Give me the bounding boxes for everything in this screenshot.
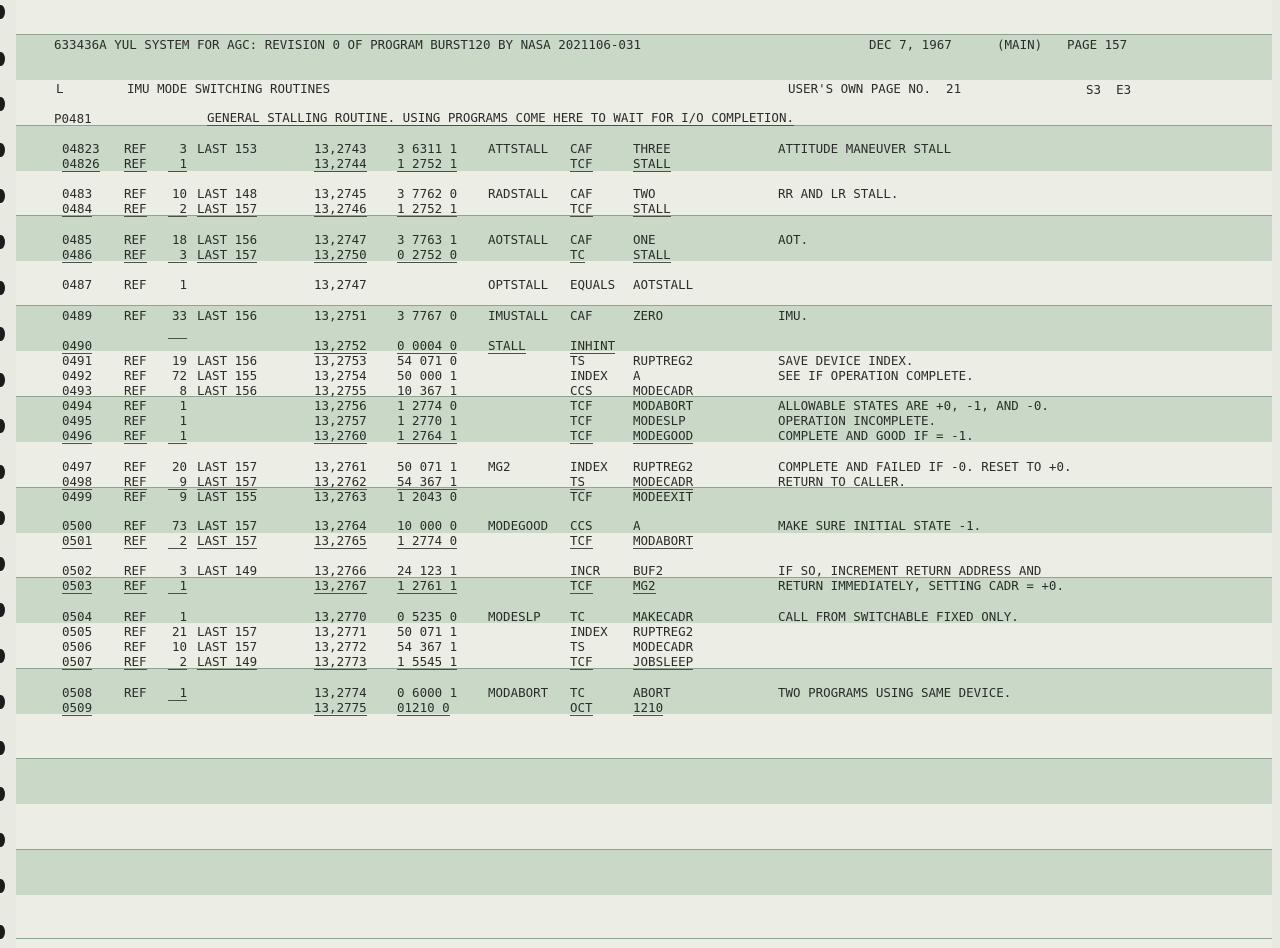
feed-hole — [0, 419, 5, 433]
ref-marker: REF — [124, 639, 147, 654]
ref-marker: REF — [124, 353, 147, 368]
feed-hole — [0, 603, 5, 617]
line-number: 0485 — [62, 232, 93, 247]
octal-code: 3 6311 1 — [397, 141, 458, 156]
ref-count: 1 — [179, 609, 187, 624]
ref-count: 1 — [168, 578, 187, 594]
line-number: 0496 — [62, 428, 93, 443]
subheader-code: S3 E3 — [1086, 82, 1132, 97]
address: 13,2761 — [314, 459, 367, 474]
last-page: LAST 157 — [197, 624, 258, 639]
ref-marker: REF — [124, 383, 147, 398]
octal-code: 0 0004 0 — [397, 338, 458, 353]
ref-count: 19 — [171, 353, 187, 368]
octal-code: 3 7762 0 — [397, 186, 458, 201]
operand: A — [633, 368, 641, 383]
address: 13,2775 — [314, 700, 367, 715]
line-number: 04823 — [62, 141, 100, 156]
line-number: 0499 — [62, 489, 93, 504]
operand: ABORT — [633, 685, 671, 700]
operand: STALL — [633, 247, 671, 262]
symbol-label: MG2 — [488, 459, 511, 474]
header-date: DEC 7, 1967 — [869, 37, 952, 52]
line-number: 0501 — [62, 533, 93, 548]
symbol-label: MODABORT — [488, 685, 549, 700]
ref-marker: REF — [124, 459, 147, 474]
symbol-label: AOTSTALL — [488, 232, 549, 247]
greenbar-rule — [16, 938, 1272, 939]
opcode: INDEX — [570, 624, 608, 639]
line-number: 0505 — [62, 624, 93, 639]
opcode: TCF — [570, 398, 593, 413]
feed-hole — [0, 5, 5, 19]
ref-count: 1 — [179, 277, 187, 292]
ref-count: 2 — [168, 533, 187, 549]
symbol-label: MODESLP — [488, 609, 541, 624]
opcode: TC — [570, 247, 586, 262]
line-number: 0507 — [62, 654, 93, 669]
last-page: LAST 157 — [197, 639, 258, 654]
address: 13,2744 — [314, 156, 367, 171]
comment: SEE IF OPERATION COMPLETE. — [778, 368, 974, 383]
feed-hole — [0, 649, 5, 663]
address: 13,2753 — [314, 353, 367, 368]
symbol-label: STALL — [488, 338, 526, 353]
ref-marker: REF — [124, 277, 147, 292]
operand: MODESLP — [633, 413, 686, 428]
operand: MODECADR — [633, 639, 694, 654]
line-number: 0498 — [62, 474, 93, 489]
subheader-letter: L — [56, 81, 64, 96]
ref-marker: REF — [124, 533, 147, 548]
opcode: TC — [570, 685, 586, 700]
ref-count: 2 — [168, 654, 187, 670]
ref-marker: REF — [124, 247, 147, 262]
address: 13,2764 — [314, 518, 367, 533]
ref-count: 73 — [171, 518, 187, 533]
ref-count: 20 — [171, 459, 187, 474]
ref-count: 1 — [168, 428, 187, 444]
last-page: LAST 156 — [197, 353, 258, 368]
feed-hole — [0, 465, 5, 479]
address: 13,2746 — [314, 201, 367, 216]
last-page: LAST 153 — [197, 141, 258, 156]
operand: A — [633, 518, 641, 533]
symbol-label: IMUSTALL — [488, 308, 549, 323]
address: 13,2747 — [314, 232, 367, 247]
operand: MODEGOOD — [633, 428, 694, 443]
line-number: 0484 — [62, 201, 93, 216]
octal-code: 50 000 1 — [397, 368, 458, 383]
opcode: TS — [570, 353, 586, 368]
octal-code: 0 5235 0 — [397, 609, 458, 624]
octal-code: 1 2752 1 — [397, 201, 458, 216]
address: 13,2763 — [314, 489, 367, 504]
last-page: LAST 156 — [197, 383, 258, 398]
operand: MODECADR — [633, 383, 694, 398]
ref-count: 9 — [179, 489, 187, 504]
octal-code: 54 071 0 — [397, 353, 458, 368]
line-number: 0493 — [62, 383, 93, 398]
ref-count: 3 — [179, 141, 187, 156]
opcode: TCF — [570, 578, 593, 593]
opcode: INCR — [570, 563, 601, 578]
operand: THREE — [633, 141, 671, 156]
comment: SAVE DEVICE INDEX. — [778, 353, 914, 368]
opcode: TCF — [570, 489, 593, 504]
address: 13,2745 — [314, 186, 367, 201]
address: 13,2747 — [314, 277, 367, 292]
comment: TWO PROGRAMS USING SAME DEVICE. — [778, 685, 1012, 700]
opcode: INHINT — [570, 338, 616, 353]
tractor-feed-strip — [0, 0, 8, 948]
line-number: 0489 — [62, 308, 93, 323]
feed-hole — [0, 327, 5, 341]
ref-count — [168, 700, 187, 701]
address: 13,2765 — [314, 533, 367, 548]
operand: STALL — [633, 156, 671, 171]
octal-code: 50 071 1 — [397, 624, 458, 639]
ref-count: 2 — [168, 201, 187, 217]
greenbar-band — [16, 758, 1272, 804]
ref-count: 8 — [179, 383, 187, 398]
ref-marker: REF — [124, 518, 147, 533]
octal-code: 10 000 0 — [397, 518, 458, 533]
comment: COMPLETE AND FAILED IF -0. RESET TO +0. — [778, 459, 1072, 474]
line-number: 0506 — [62, 639, 93, 654]
comment: ALLOWABLE STATES ARE +0, -1, AND -0. — [778, 398, 1049, 413]
last-page: LAST 157 — [197, 474, 258, 489]
ref-marker: REF — [124, 609, 147, 624]
feed-hole — [0, 235, 5, 249]
ref-marker: REF — [124, 398, 147, 413]
feed-hole — [0, 373, 5, 387]
opcode: TCF — [570, 428, 593, 443]
comment: OPERATION INCOMPLETE. — [778, 413, 937, 428]
last-page: LAST 157 — [197, 201, 258, 216]
feed-hole — [0, 52, 5, 66]
operand: TWO — [633, 186, 656, 201]
address: 13,2774 — [314, 685, 367, 700]
ref-marker: REF — [124, 368, 147, 383]
octal-code: 0 6000 1 — [397, 685, 458, 700]
address: 13,2743 — [314, 141, 367, 156]
last-page: LAST 157 — [197, 518, 258, 533]
operand: MODABORT — [633, 533, 694, 548]
ref-count: 72 — [171, 368, 187, 383]
ref-count: 33 — [171, 308, 187, 323]
feed-hole — [0, 97, 5, 111]
symbol-label: ATTSTALL — [488, 141, 549, 156]
opcode: EQUALS — [570, 277, 616, 292]
line-number: 0483 — [62, 186, 93, 201]
last-page: LAST 156 — [197, 308, 258, 323]
line-number: 0495 — [62, 413, 93, 428]
comment: RR AND LR STALL. — [778, 186, 899, 201]
opcode: INDEX — [570, 368, 608, 383]
octal-code: 1 2764 1 — [397, 428, 458, 443]
operand: ONE — [633, 232, 656, 247]
opcode: TS — [570, 474, 586, 489]
operand: MAKECADR — [633, 609, 694, 624]
octal-code: 1 2774 0 — [397, 533, 458, 548]
opcode: CCS — [570, 383, 593, 398]
last-page: LAST 157 — [197, 247, 258, 262]
symbol-label: MODEGOOD — [488, 518, 549, 533]
ref-marker: REF — [124, 474, 147, 489]
line-number: 0486 — [62, 247, 93, 262]
octal-code: 3 7767 0 — [397, 308, 458, 323]
octal-code: 1 2752 1 — [397, 156, 458, 171]
address: 13,2756 — [314, 398, 367, 413]
ref-marker: REF — [124, 578, 147, 593]
opcode: TCF — [570, 201, 593, 216]
ref-marker: REF — [124, 413, 147, 428]
line-number: 0508 — [62, 685, 93, 700]
line-number: 0487 — [62, 277, 93, 292]
last-page: LAST 149 — [197, 563, 258, 578]
address: 13,2766 — [314, 563, 367, 578]
address: 13,2751 — [314, 308, 367, 323]
octal-code: 54 367 1 — [397, 474, 458, 489]
address: 13,2770 — [314, 609, 367, 624]
octal-code: 0 2752 0 — [397, 247, 458, 262]
line-number: 0500 — [62, 518, 93, 533]
feed-hole — [0, 695, 5, 709]
operand: MODEEXIT — [633, 489, 694, 504]
operand: RUPTREG2 — [633, 624, 694, 639]
octal-code: 10 367 1 — [397, 383, 458, 398]
last-page: LAST 155 — [197, 489, 258, 504]
comment: COMPLETE AND GOOD IF = -1. — [778, 428, 974, 443]
ref-count: 1 — [179, 398, 187, 413]
ref-count: 1 — [179, 685, 187, 700]
routine-description: GENERAL STALLING ROUTINE. USING PROGRAMS COME HERE TO WAIT FOR I/O COMPLETION. — [207, 110, 794, 125]
address: 13,2773 — [314, 654, 367, 669]
feed-hole — [0, 741, 5, 755]
last-page: LAST 155 — [197, 368, 258, 383]
line-number: 0491 — [62, 353, 93, 368]
operand: MODECADR — [633, 474, 694, 489]
operand: MG2 — [633, 578, 656, 593]
ref-marker: REF — [124, 141, 147, 156]
symbol-label: OPTSTALL — [488, 277, 549, 292]
octal-code: 3 7763 1 — [397, 232, 458, 247]
operand: MODABORT — [633, 398, 694, 413]
line-number: 0503 — [62, 578, 93, 593]
ref-marker: REF — [124, 428, 147, 443]
opcode: INDEX — [570, 459, 608, 474]
last-page: LAST 148 — [197, 186, 258, 201]
comment: CALL FROM SWITCHABLE FIXED ONLY. — [778, 609, 1019, 624]
ref-marker: REF — [124, 232, 147, 247]
symbol-label: RADSTALL — [488, 186, 549, 201]
ref-count: 1 — [179, 413, 187, 428]
users-page-number: USER'S OWN PAGE NO. 21 — [788, 81, 962, 96]
ref-marker: REF — [124, 489, 147, 504]
opcode: TS — [570, 639, 586, 654]
ref-marker: REF — [124, 654, 147, 669]
octal-code: 54 367 1 — [397, 639, 458, 654]
operand: RUPTREG2 — [633, 353, 694, 368]
ref-count — [168, 338, 187, 339]
address: 13,2750 — [314, 247, 367, 262]
operand: ZERO — [633, 308, 664, 323]
octal-code: 24 123 1 — [397, 563, 458, 578]
octal-code: 01210 0 — [397, 700, 450, 715]
address: 13,2752 — [314, 338, 367, 353]
header-id-line: 633436A YUL SYSTEM FOR AGC: REVISION 0 OF PROGRAM BURST120 BY NASA 2021106-031 — [54, 37, 641, 52]
operand: BUF2 — [633, 563, 664, 578]
operand: JOBSLEEP — [633, 654, 694, 669]
comment: RETURN IMMEDIATELY, SETTING CADR = +0. — [778, 578, 1064, 593]
ref-marker: REF — [124, 563, 147, 578]
greenbar-band — [16, 849, 1272, 895]
ref-marker: REF — [124, 685, 147, 700]
feed-hole — [0, 787, 5, 801]
feed-hole — [0, 143, 5, 157]
subheader-title: IMU MODE SWITCHING ROUTINES — [127, 81, 331, 96]
operand: 1210 — [633, 700, 664, 715]
opcode: CAF — [570, 232, 593, 247]
feed-hole — [0, 281, 5, 295]
opcode: TC — [570, 609, 586, 624]
ref-count: 10 — [171, 639, 187, 654]
line-number: 0490 — [62, 338, 93, 353]
line-number: 04826 — [62, 156, 100, 171]
last-page: LAST 157 — [197, 533, 258, 548]
address: 13,2772 — [314, 639, 367, 654]
header-section: (MAIN) — [997, 37, 1043, 52]
line-number: 0497 — [62, 459, 93, 474]
opcode: TCF — [570, 654, 593, 669]
feed-hole — [0, 189, 5, 203]
address: 13,2757 — [314, 413, 367, 428]
ref-count: 3 — [168, 247, 187, 263]
ref-count: 10 — [171, 186, 187, 201]
comment: IMU. — [778, 308, 809, 323]
last-page: LAST 156 — [197, 232, 258, 247]
last-page: LAST 157 — [197, 459, 258, 474]
ref-count: 18 — [171, 232, 187, 247]
header-page: PAGE 157 — [1067, 37, 1128, 52]
opcode: TCF — [570, 533, 593, 548]
octal-code: 1 5545 1 — [397, 654, 458, 669]
comment: RETURN TO CALLER. — [778, 474, 906, 489]
octal-code: 50 071 1 — [397, 459, 458, 474]
address: 13,2762 — [314, 474, 367, 489]
octal-code: 1 2043 0 — [397, 489, 458, 504]
operand: RUPTREG2 — [633, 459, 694, 474]
opcode: CAF — [570, 308, 593, 323]
comment: IF SO, INCREMENT RETURN ADDRESS AND — [778, 563, 1042, 578]
last-page: LAST 149 — [197, 654, 258, 669]
address: 13,2771 — [314, 624, 367, 639]
opcode: TCF — [570, 156, 593, 171]
ref-marker: REF — [124, 186, 147, 201]
line-number: 0504 — [62, 609, 93, 624]
ref-marker: REF — [124, 201, 147, 216]
line-number: 0492 — [62, 368, 93, 383]
octal-code: 1 2761 1 — [397, 578, 458, 593]
line-number: 0509 — [62, 700, 93, 715]
line-number: 0494 — [62, 398, 93, 413]
opcode: OCT — [570, 700, 593, 715]
feed-hole — [0, 511, 5, 525]
line-number: 0502 — [62, 563, 93, 578]
ref-marker: REF — [124, 308, 147, 323]
address: 13,2754 — [314, 368, 367, 383]
address: 13,2767 — [314, 578, 367, 593]
address: 13,2760 — [314, 428, 367, 443]
opcode: CAF — [570, 141, 593, 156]
ref-count: 21 — [171, 624, 187, 639]
feed-hole — [0, 557, 5, 571]
comment: AOT. — [778, 232, 809, 247]
operand: STALL — [633, 201, 671, 216]
feed-hole — [0, 833, 5, 847]
operand: AOTSTALL — [633, 277, 694, 292]
ref-count: 1 — [168, 156, 187, 172]
comment: ATTITUDE MANEUVER STALL — [778, 141, 952, 156]
feed-hole — [0, 925, 5, 939]
routine-page-ref: P0481 — [54, 111, 92, 126]
opcode: TCF — [570, 413, 593, 428]
feed-hole — [0, 879, 5, 893]
comment: MAKE SURE INITIAL STATE -1. — [778, 518, 982, 533]
ref-count: 9 — [168, 474, 187, 490]
ref-marker: REF — [124, 156, 147, 171]
ref-count: 3 — [179, 563, 187, 578]
octal-code: 1 2774 0 — [397, 398, 458, 413]
address: 13,2755 — [314, 383, 367, 398]
opcode: CCS — [570, 518, 593, 533]
octal-code: 1 2770 1 — [397, 413, 458, 428]
ref-marker: REF — [124, 624, 147, 639]
opcode: CAF — [570, 186, 593, 201]
